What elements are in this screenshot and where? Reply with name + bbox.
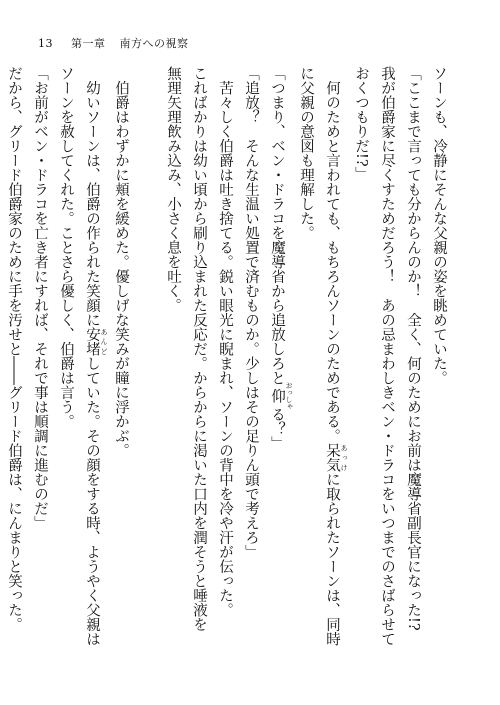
text-line (79, 66, 108, 666)
text-line: だから、グリード伯爵家のために手を汚せと――グリード伯爵は、にんまりと笑った。 (6, 66, 22, 632)
ruby-reading: あっけ (340, 443, 348, 472)
text-line: こればかりは幼い頃から刷り込まれた反応だ。からからに渇いた口内を潤そうと唾液を (191, 66, 207, 632)
text-segment: 「つまり、ベン・ドラコを魔導省から追放しろと (269, 66, 285, 385)
text-line: 無理矢理飲み込み、小さく息を吐く。 (165, 66, 181, 313)
page-number: 13 (38, 37, 53, 50)
ruby-reading: あんど (100, 327, 108, 356)
text-segment: 何のためと言われても、もちろんソーンのためである。 (324, 66, 340, 443)
text-line: 「お前がベン・ドラコを亡き者にすれば、それで事は順調に進むのだ」 (32, 66, 48, 530)
ruby-base: 呆気 (324, 443, 340, 472)
ruby-base: 安堵 (84, 327, 100, 356)
chapter-label: 第一章 (71, 37, 106, 50)
ruby-word (269, 382, 293, 410)
text-segment: る？」 (269, 407, 285, 451)
text-line: おくつもりだ!?」 (353, 66, 369, 182)
text-line: 「追放？ そんな生温い処置で済むものか。少しはその足りん頭で考えろ」 (243, 66, 259, 559)
text-segment: に取られたソーンは、同時 (324, 472, 340, 646)
text-line: ソーンも、冷静にそんな父親の姿を眺めていた。 (431, 66, 447, 385)
text-line: ソーンを赦してくれた。ことさら優しく、伯爵は言う。 (58, 66, 74, 429)
text-line: 苦々しく伯爵は吐き捨てる。鋭い眼光に睨まれ、ソーンの背中を冷や汗が伝った。 (217, 66, 233, 617)
ruby-word (84, 327, 108, 356)
running-head (38, 37, 189, 51)
text-line: 我が伯爵家に尽くすためだろう！ あの忌まわしきベン・ドラコをいつまでのさばらせて (379, 66, 395, 646)
vertical-body-text (6, 66, 452, 666)
text-line: に父親の意図も理解した。 (298, 66, 314, 240)
text-line: 「ここまで言っても分からんのか！ 全く、何のためにお前は魔導省副長官になった!? (405, 66, 421, 631)
text-line (319, 66, 348, 666)
text-segment: していた。その顔をする時、ようやく父親は (84, 356, 100, 646)
text-segment: 幼いソーンは、伯爵の作られた笑顔に (84, 66, 100, 327)
chapter-title: 南方への視察 (119, 37, 189, 50)
ruby-word (324, 443, 348, 472)
text-line: 伯爵はわずかに頬を緩めた。優しげな笑みが瞳に浮かぶ。 (113, 66, 129, 458)
ruby-base: 仰 (269, 382, 285, 410)
text-line (264, 66, 293, 666)
ruby-reading: おっしゃ (285, 382, 293, 410)
